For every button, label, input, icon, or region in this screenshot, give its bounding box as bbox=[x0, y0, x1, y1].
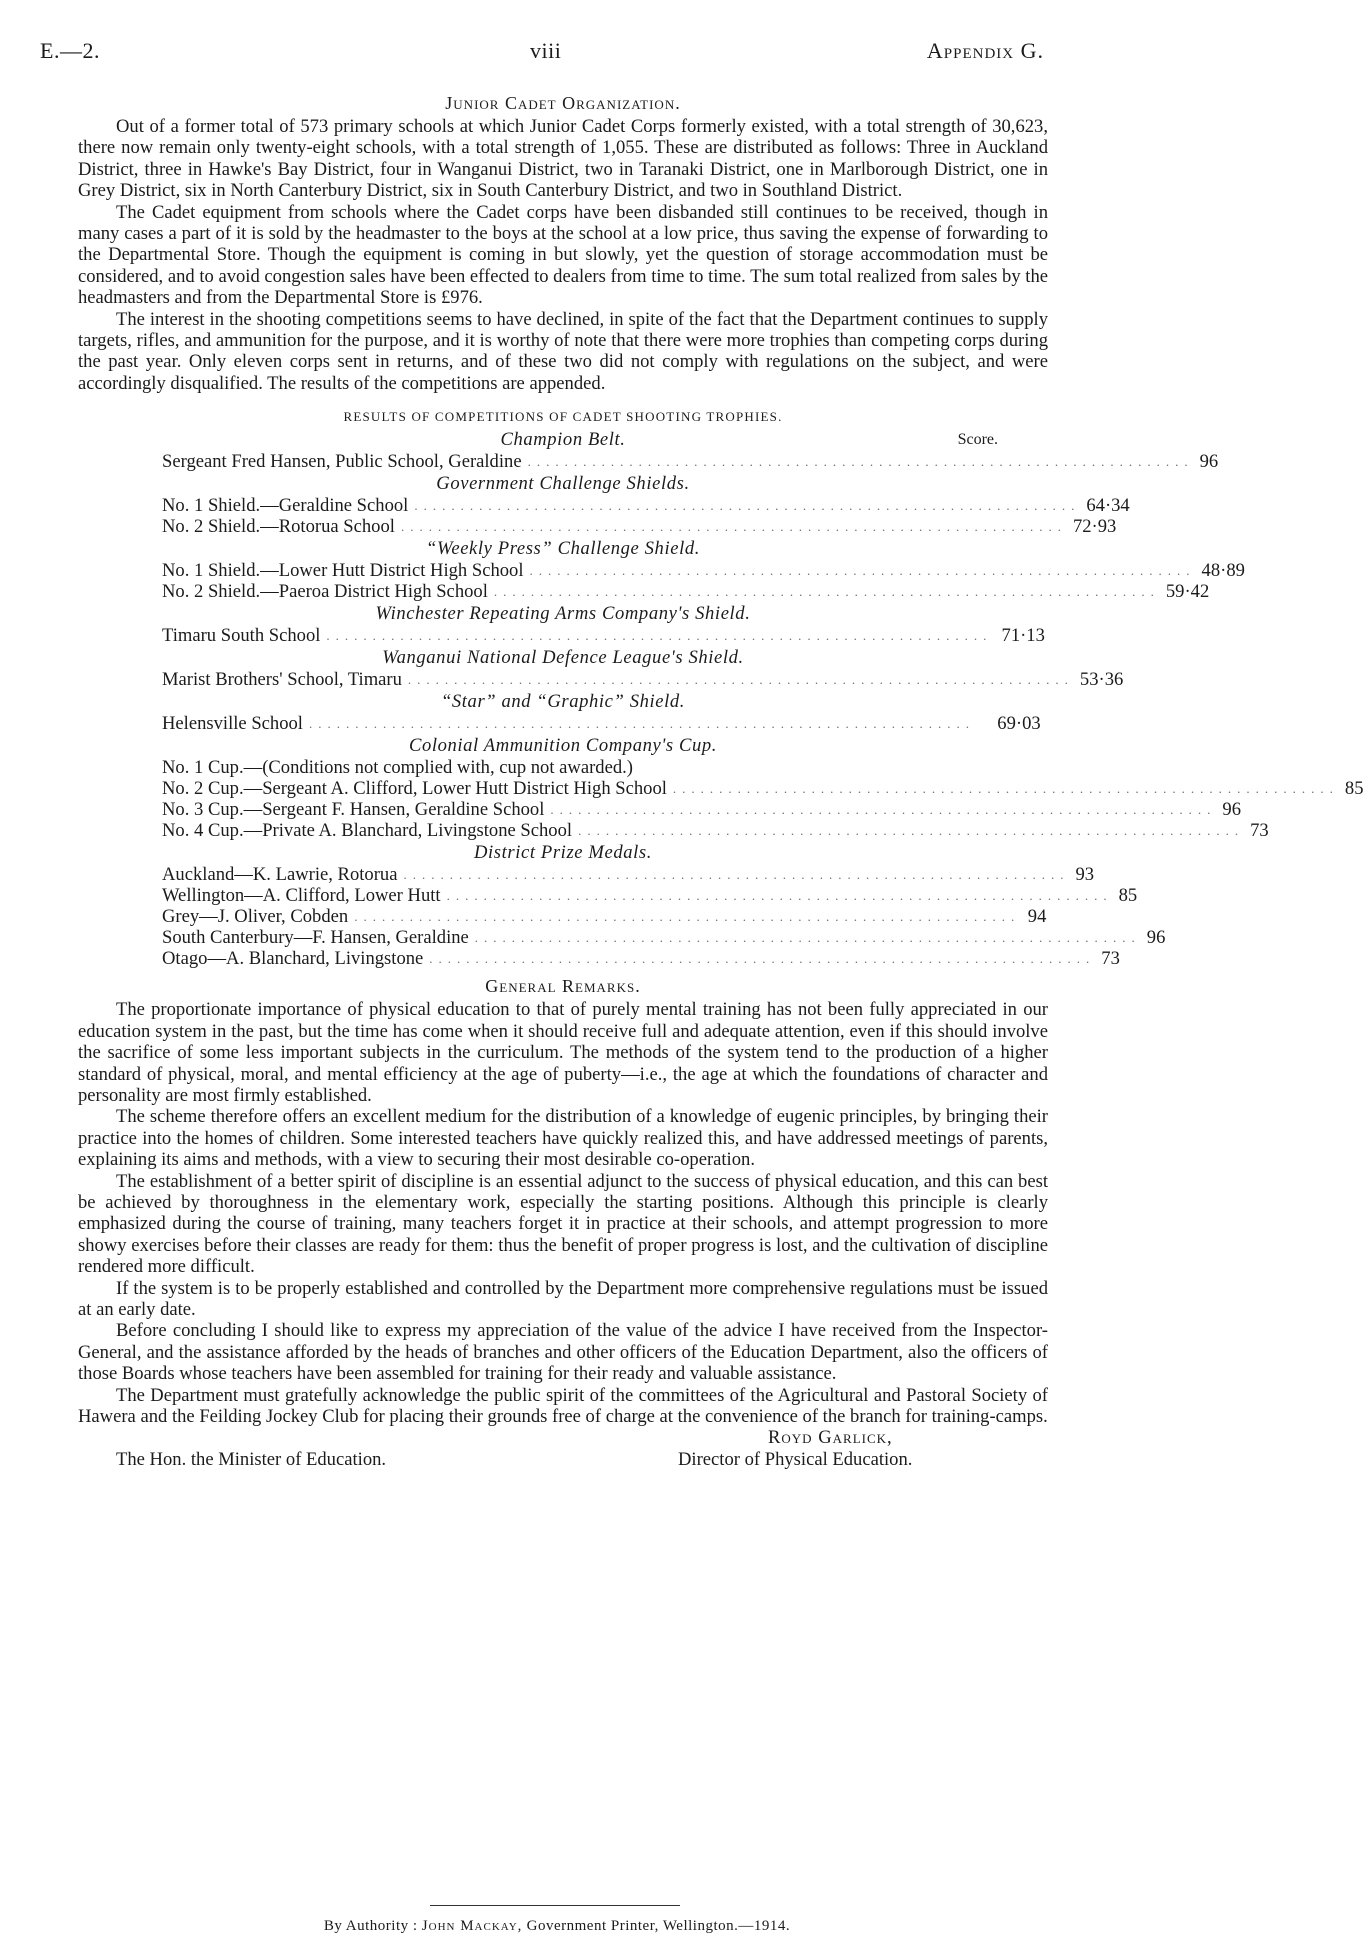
junior-cadet-section bbox=[78, 116, 1048, 394]
result-row bbox=[78, 799, 1241, 821]
leader-dots: ........................................................................ bbox=[672, 781, 1339, 797]
result-name: No. 2 Shield.—Paeroa District High School bbox=[162, 581, 488, 603]
result-name: No. 4 Cup.—Private A. Blanchard, Livingstone School bbox=[162, 820, 573, 842]
leader-dots: ........................................................................ bbox=[474, 930, 1141, 946]
leader-dots: ........................................................................ bbox=[529, 563, 1196, 579]
general-paragraph-1: The proportionate importance of physical education to that of purely mental training has not been fully appreciated in our education system in the past, but the time has come when it should receive full and adequate attention, even if this should involve the sacrifice of some less important subjects in the curriculum. The methods of the system tend to the production of a higher standard of physical, moral, and mental efficiency at the age of puberty—i.e., the age at which the foundations of character and personality are most firmly established. bbox=[78, 999, 1048, 1106]
result-name: Auckland—K. Lawrie, Rotorua bbox=[162, 864, 398, 886]
competition-heading: “Weekly Press” Challenge Shield. bbox=[426, 538, 700, 560]
competition-heading: Wanganui National Defence League's Shield. bbox=[382, 647, 744, 669]
main-column bbox=[78, 92, 1364, 1471]
general-paragraph-6: The Department must gratefully acknowledge the public spirit of the committees of the Agricultural and Pastoral Society of Hawera and the Feilding Jockey Club for placing their grounds free of charge at the convenience of the branch for training-camps. bbox=[78, 1384, 1048, 1427]
competition-heading: Government Challenge Shields. bbox=[436, 473, 690, 495]
competition-heading: Colonial Ammunition Company's Cup. bbox=[408, 735, 718, 757]
general-remarks-title: General Remarks. bbox=[485, 976, 641, 997]
general-remarks-section bbox=[78, 999, 1048, 1427]
result-score: 96 bbox=[1222, 799, 1241, 821]
result-name: No. 3 Cup.—Sergeant F. Hansen, Geraldine School bbox=[162, 799, 545, 821]
competition-heading: “Star” and “Graphic” Shield. bbox=[440, 691, 686, 713]
footer-printer-name: John Mackay, bbox=[421, 1918, 523, 1934]
leader-dots: ........................................................................ bbox=[550, 802, 1217, 818]
footer-prefix: By Authority : bbox=[323, 1918, 418, 1934]
leader-dots: ........................................................................ bbox=[446, 888, 1113, 904]
result-name: Sergeant Fred Hansen, Public School, Geraldine bbox=[162, 451, 522, 473]
signatory-title: Director of Physical Education. bbox=[678, 1449, 913, 1471]
result-name: Otago—A. Blanchard, Livingstone bbox=[162, 948, 424, 970]
addressee: The Hon. the Minister of Education. bbox=[116, 1449, 387, 1471]
header-page-number: viii bbox=[530, 38, 562, 63]
result-row bbox=[78, 906, 1048, 927]
printer-footer bbox=[0, 1918, 1114, 1935]
score-column-header: Score. bbox=[957, 431, 998, 449]
competition-winchester-shield bbox=[78, 602, 1048, 646]
result-score: 69·03 bbox=[997, 713, 1041, 735]
competition-champion-belt bbox=[78, 428, 1219, 473]
results-table bbox=[78, 428, 1364, 970]
result-score: 71·13 bbox=[1001, 625, 1045, 647]
junior-paragraph-2: The Cadet equipment from schools where the Cadet corps have been disbanded still continues to be received, though in many cases a part of it is sold by the headmaster to the boys at the school at a low price, thus saving the expense of forwarding to the Departmental Store. Though the equipment is coming in but slowly, yet the question of storage accommodation must be considered, and to avoid congestion sales have been effected to dealers from time to time. The sum total realized from sales by the headmasters and from the Departmental Store is £976. bbox=[78, 201, 1048, 309]
leader-dots: ........................................................................ bbox=[527, 454, 1194, 470]
result-score: 72·93 bbox=[1072, 516, 1117, 538]
result-row bbox=[78, 864, 1095, 886]
result-row bbox=[78, 625, 1048, 646]
result-score: 48·89 bbox=[1201, 560, 1245, 582]
results-title: RESULTS OF COMPETITIONS OF CADET SHOOTING TROPHIES. bbox=[343, 409, 783, 425]
result-name: No. 1 Cup.—(Conditions not complied with, cup not awarded.) bbox=[162, 757, 633, 779]
header-appendix: Appendix G. bbox=[926, 38, 1044, 63]
footer-rule bbox=[430, 1905, 680, 1906]
junior-paragraph-1: Out of a former total of 573 primary schools at which Junior Cadet Corps formerly existed, with a total strength of 30,623, there now remain only twenty-eight schools, with a total strength of 1,055. These are distributed as follows: Three in Auckland District, three in Hawke's Bay District, four in Wanganui District, two in Taranaki District, one in Marlborough District, one in Grey District, six in North Canterbury District, six in South Canterbury District, and two in Southland District. bbox=[78, 116, 1048, 202]
competition-star-graphic-shield bbox=[78, 690, 1048, 734]
result-name: South Canterbury—F. Hansen, Geraldine bbox=[162, 927, 469, 949]
competition-weekly-press-shield bbox=[78, 537, 1245, 603]
result-score: 85 bbox=[1344, 778, 1364, 800]
result-score: 64·34 bbox=[1086, 495, 1130, 517]
result-score: 59·42 bbox=[1165, 581, 1210, 603]
result-name: Helensville School bbox=[162, 713, 303, 735]
result-score: 96 bbox=[1199, 451, 1219, 473]
result-row bbox=[78, 669, 1124, 691]
result-name: Timaru South School bbox=[162, 625, 321, 647]
junior-cadet-title: Junior Cadet Organization. bbox=[445, 93, 681, 113]
leader-dots: ........................................................................ bbox=[429, 951, 1096, 967]
result-row bbox=[78, 948, 1120, 970]
result-name: Marist Brothers' School, Timaru bbox=[162, 669, 402, 691]
leader-dots: ........................................................................ bbox=[578, 823, 1245, 839]
result-score bbox=[990, 757, 1048, 778]
leader-dots: ........................................................................ bbox=[326, 628, 993, 644]
result-score: 85 bbox=[1118, 885, 1138, 907]
result-row bbox=[78, 927, 1166, 949]
leader-dots: ........................................................................ bbox=[400, 519, 1067, 535]
signature-block bbox=[78, 1427, 1048, 1471]
result-row bbox=[78, 516, 1117, 538]
leader-dots: ........................................................................ bbox=[493, 584, 1160, 600]
junior-paragraph-3: The interest in the shooting competitions seems to have declined, in spite of the fact that the Department continues to supply targets, rifles, and ammunition for the purpose, and it is worthy of note that there were more trophies than competing corps during the past year. Only eleven corps sent in returns, and of these two did not comply with regulations on the subject, and were accordingly disqualified. The results of the competitions are appended. bbox=[78, 308, 1048, 394]
result-name: No. 1 Shield.—Geraldine School bbox=[162, 495, 409, 517]
signatory-name: Royd Garlick, bbox=[768, 1427, 893, 1449]
result-row bbox=[78, 778, 1364, 800]
result-name: No. 2 Cup.—Sergeant A. Clifford, Lower Hutt District High School bbox=[162, 778, 667, 800]
result-score: 94 bbox=[1027, 906, 1047, 928]
result-name: Wellington—A. Clifford, Lower Hutt bbox=[162, 885, 441, 907]
competition-district-prize-medals bbox=[78, 841, 1166, 970]
result-row bbox=[78, 713, 1048, 734]
result-name: No. 2 Shield.—Rotorua School bbox=[162, 516, 395, 538]
general-paragraph-2: The scheme therefore offers an excellent medium for the distribution of a knowledge of eugenic principles, by bringing their practice into the homes of children. Some interested teachers have quickly realized this, and have addressed meetings of parents, explaining its aims and methods, with a view to securing their most desirable co-operation. bbox=[78, 1106, 1048, 1171]
competition-heading: District Prize Medals. bbox=[474, 842, 652, 864]
result-row bbox=[78, 581, 1210, 603]
header-reference: E.—2. bbox=[40, 38, 100, 63]
competition-heading: Winchester Repeating Arms Company's Shield. bbox=[375, 603, 751, 625]
result-row bbox=[78, 885, 1138, 907]
leader-dots: ........................................................................ bbox=[414, 498, 1081, 514]
general-paragraph-3: The establishment of a better spirit of discipline is an essential adjunct to the success of physical education, and this can best be achieved by thoroughness in the elementary work, especially the starting positions. Although this principle is clearly emphasized during the course of training, many teachers forget it in practice at their schools, and attempt progression to more showy exercises before their classes are ready for them: thus the benefit of proper progress is lost, and the cultivation of discipline rendered more difficult. bbox=[78, 1170, 1048, 1278]
leader-dots: ........................................................................ bbox=[354, 909, 1021, 925]
result-score: 93 bbox=[1075, 864, 1095, 886]
general-paragraph-5: Before concluding I should like to express my appreciation of the value of the advice I have received from the Inspector-General, and the assistance afforded by the heads of branches and other officers of the Education Department, also the officers of those Boards whose teachers have been assembled for training for their ready and valuable assistance. bbox=[78, 1320, 1048, 1385]
leader-dots: ........................................................................ bbox=[308, 716, 975, 732]
result-row bbox=[78, 820, 1269, 842]
competition-heading: Champion Belt. bbox=[500, 429, 626, 451]
result-score: 73 bbox=[1101, 948, 1120, 970]
leader-dots: ........................................................................ bbox=[403, 867, 1070, 883]
result-name: Grey—J. Oliver, Cobden bbox=[162, 906, 349, 928]
result-score: 73 bbox=[1250, 820, 1269, 842]
result-row bbox=[78, 495, 1130, 517]
result-score: 96 bbox=[1146, 927, 1166, 949]
general-paragraph-4: If the system is to be properly established and controlled by the Department more comprehensive regulations must be issued at an early date. bbox=[78, 1277, 1048, 1320]
footer-suffix: Government Printer, Wellington.—1914. bbox=[526, 1918, 791, 1934]
result-name: No. 1 Shield.—Lower Hutt District High School bbox=[162, 560, 524, 582]
result-row bbox=[78, 560, 1245, 582]
competition-wanganui-shield bbox=[78, 646, 1124, 691]
competition-government-shields bbox=[78, 472, 1130, 538]
result-score: 53·36 bbox=[1079, 669, 1124, 691]
result-row bbox=[78, 451, 1219, 473]
leader-dots: ........................................................................ bbox=[407, 672, 1074, 688]
competition-colonial-ammunition-cup bbox=[78, 734, 1364, 842]
result-row bbox=[78, 757, 1048, 778]
